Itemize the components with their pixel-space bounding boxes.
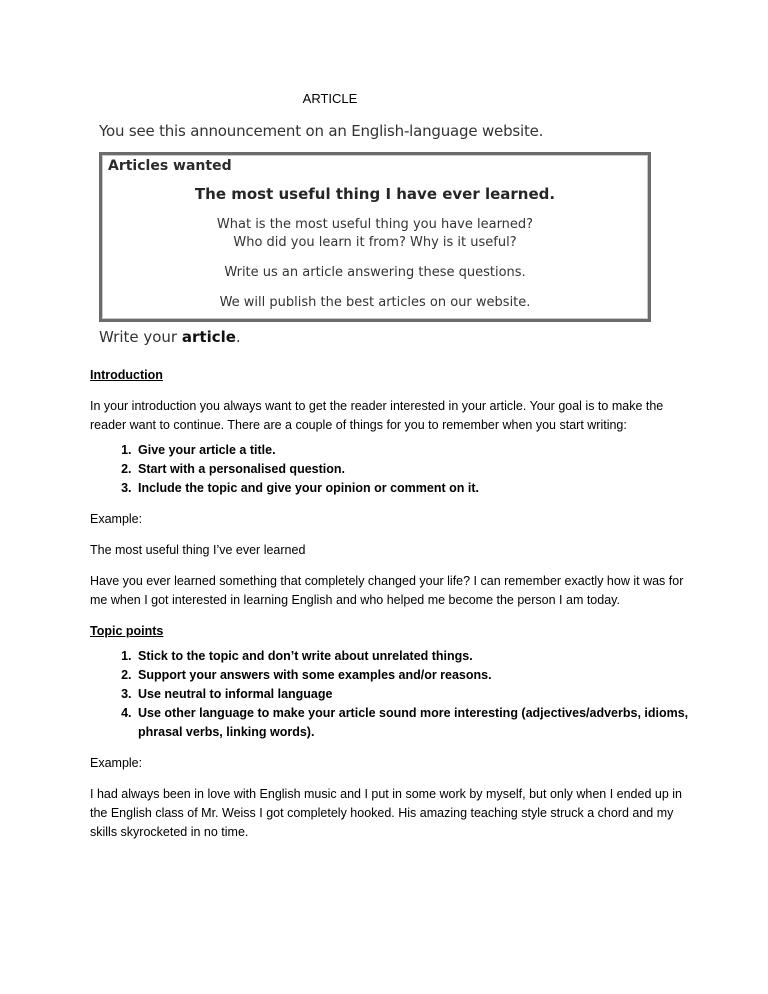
announcement-subheading: The most useful thing I have ever learned. [194, 185, 556, 203]
list-item: 2. Start with a personalised question. [135, 460, 690, 479]
write-bold: article [181, 328, 236, 346]
announcement-intro: You see this announcement on an English-language website. [99, 122, 544, 140]
example-label: Example: [90, 756, 143, 770]
announcement-instruction: Write us an article answering these questions. [224, 265, 526, 280]
introduction-paragraph: In your introduction you always want to get the reader interested in your article. Your goal is to make the reader want to continue. There are a couple of things for you to remember when you start writing: [90, 399, 664, 432]
list-item: 1. Stick to the topic and don’t write about unrelated things. [135, 647, 690, 666]
list-item: 3. Include the topic and give your opinion or comment on it. [135, 479, 690, 498]
introduction-list [90, 441, 690, 498]
introduction-heading: Introduction [90, 368, 163, 382]
example-paragraph: I had always been in love with English music and I put in some work by myself, but only when I ended up in the English class of Mr. Weiss I got completely hooked. His amazing teaching style struck a chord and my skills skyrocketed in no time. [90, 787, 682, 839]
document-body [90, 366, 690, 842]
announcement-question-1: What is the most useful thing you have learned? [216, 217, 534, 232]
announcement-figure [99, 122, 651, 346]
topic-points-heading: Topic points [90, 624, 164, 638]
write-instruction [99, 328, 651, 346]
list-item: 2. Support your answers with some examples and/or reasons. [135, 666, 690, 685]
announcement-publish-note: We will publish the best articles on our website. [219, 295, 531, 310]
announcement-question-2: Who did you learn it from? Why is it useful? [233, 235, 517, 250]
list-item: 3. Use neutral to informal language [135, 685, 690, 704]
list-item: 1. Give your article a title. [135, 441, 690, 460]
list-item: 4. Use other language to make your article sound more interesting (adjectives/adverbs, idioms, phrasal verbs, linking words). [135, 704, 690, 742]
write-prefix: Write your [99, 328, 182, 346]
announcement-box [99, 152, 651, 322]
page-title: ARTICLE [302, 91, 358, 106]
example-title: The most useful thing I’ve ever learned [90, 543, 306, 557]
write-suffix: . [235, 328, 241, 346]
topic-points-list [90, 647, 690, 742]
example-paragraph: Have you ever learned something that completely changed your life? I can remember exactly how it was for me when I got interested in learning English and who helped me become the person I am today. [90, 574, 684, 607]
announcement-heading: Articles wanted [108, 158, 232, 174]
example-label: Example: [90, 512, 143, 526]
